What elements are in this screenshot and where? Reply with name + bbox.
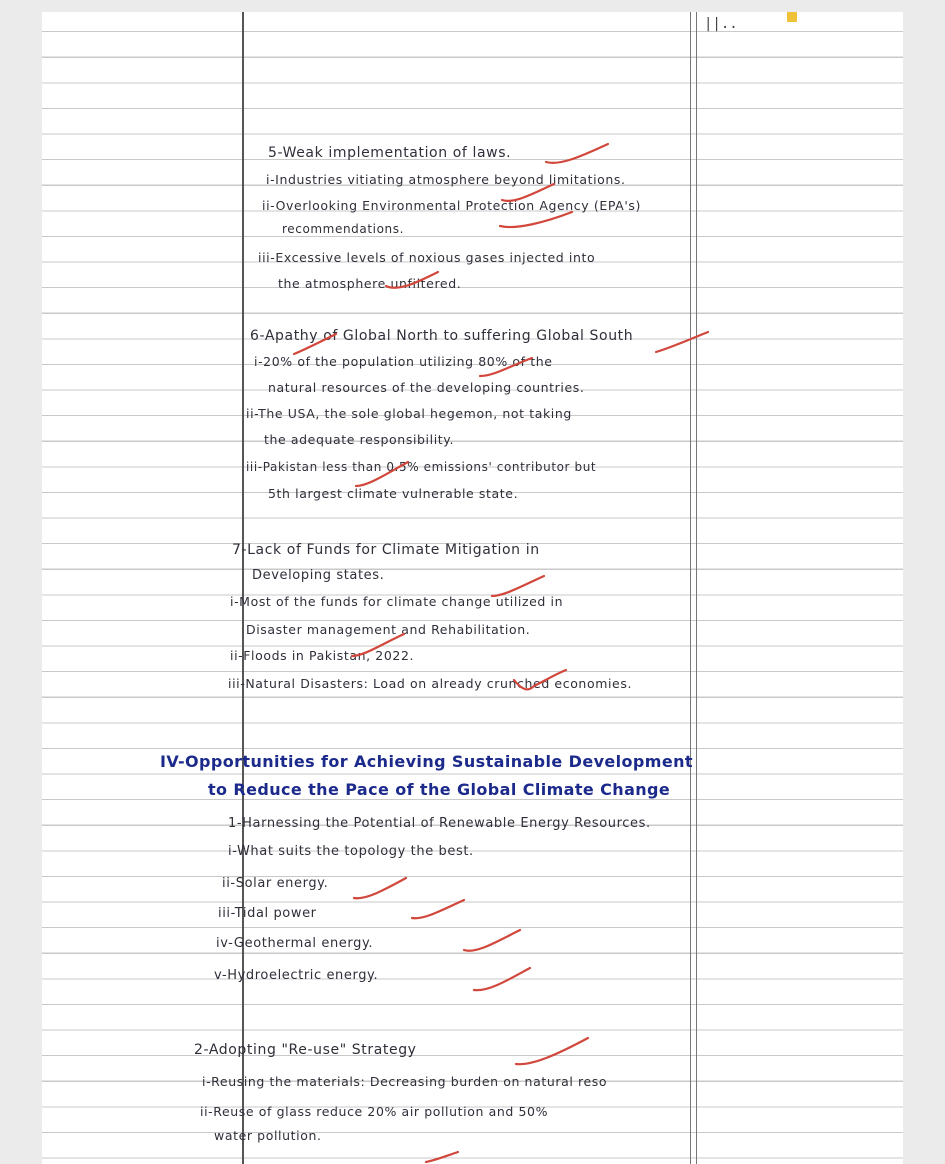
section-5-title: 5-Weak implementation of laws. <box>268 145 512 161</box>
red-tick-icon <box>496 208 576 236</box>
section-6-point-1-cont: natural resources of the developing countries. <box>268 380 585 395</box>
section-6-point-3-cont: 5th largest climate vulnerable state. <box>268 486 519 501</box>
section-6-title: 6-Apathy of Global North to suffering Global South <box>250 328 634 344</box>
red-tick-icon <box>422 1150 462 1164</box>
section-5-point-3: iii-Excessive levels of noxious gases injected into <box>258 250 596 265</box>
section-iv-heading: IV-Opportunities for Achieving Sustainable Development <box>160 752 693 771</box>
section-7-title: 7-Lack of Funds for Climate Mitigation in <box>232 542 540 558</box>
section-iv-point-2-sub-1: i-Reusing the materials: Decreasing burden on natural reso <box>202 1074 608 1089</box>
margin-line-right-1 <box>690 12 691 1164</box>
red-tick-icon <box>382 268 442 296</box>
red-tick-icon <box>510 666 570 700</box>
section-iv-point-1-sub-2: ii-Solar energy. <box>222 876 329 891</box>
red-tick-icon <box>512 1034 592 1074</box>
section-iv-point-1-sub-5: v-Hydroelectric energy. <box>214 968 379 983</box>
section-5-point-3-cont: the atmosphere unfiltered. <box>278 276 462 291</box>
red-tick-icon <box>348 630 408 662</box>
red-tick-icon <box>542 140 612 170</box>
red-tick-icon <box>652 330 712 360</box>
page-top-mark: ||.. <box>704 16 738 32</box>
red-tick-icon <box>498 180 558 210</box>
red-tick-icon <box>350 874 410 906</box>
section-5-point-2: ii-Overlooking Environmental Protection Agency (EPA's) <box>262 198 641 213</box>
red-tick-icon <box>470 964 534 998</box>
section-6-point-2-cont: the adequate responsibility. <box>264 432 455 447</box>
section-7-point-1-cont: Disaster management and Rehabilitation. <box>246 622 531 637</box>
section-6-point-3: iii-Pakistan less than 0.5% emissions' contributor but <box>246 460 597 474</box>
section-iv-point-1-sub-3: iii-Tidal power <box>218 906 317 921</box>
red-tick-icon <box>488 572 548 602</box>
section-iv-point-1-sub-4: iv-Geothermal energy. <box>216 936 374 951</box>
section-iv-point-1: 1-Harnessing the Potential of Renewable Energy Resources. <box>228 816 651 831</box>
section-iv-point-2: 2-Adopting "Re-use" Strategy <box>194 1042 417 1058</box>
red-tick-icon <box>476 354 536 382</box>
section-7-title-cont: Developing states. <box>252 568 385 583</box>
red-tick-icon <box>352 458 412 492</box>
section-7-point-2: ii-Floods in Pakistan, 2022. <box>230 648 415 663</box>
red-tick-icon <box>290 330 340 360</box>
section-iv-point-1-sub-1: i-What suits the topology the best. <box>228 844 474 859</box>
section-5-point-2-cont: recommendations. <box>282 222 404 236</box>
section-iv-point-2-sub-2-cont: water pollution. <box>214 1128 322 1143</box>
red-tick-icon <box>408 896 468 926</box>
section-6-point-2: ii-The USA, the sole global hegemon, not taking <box>246 406 572 421</box>
section-6-point-1: i-20% of the population utilizing 80% of the <box>254 354 553 369</box>
section-iv-heading-cont: to Reduce the Pace of the Global Climate Change <box>208 780 671 799</box>
section-7-point-3: iii-Natural Disasters: Load on already crunched economies. <box>228 676 633 691</box>
margin-line <box>242 12 244 1164</box>
section-7-point-1: i-Most of the funds for climate change utilized in <box>230 594 564 609</box>
section-iv-point-2-sub-2: ii-Reuse of glass reduce 20% air pollution and 50% <box>200 1104 549 1119</box>
corner-tab <box>787 12 797 22</box>
margin-line-right-2 <box>696 12 697 1164</box>
notebook-page <box>42 12 903 1164</box>
red-tick-icon <box>460 926 524 960</box>
section-5-point-1: i-Industries vitiating atmosphere beyond limitations. <box>266 172 626 187</box>
